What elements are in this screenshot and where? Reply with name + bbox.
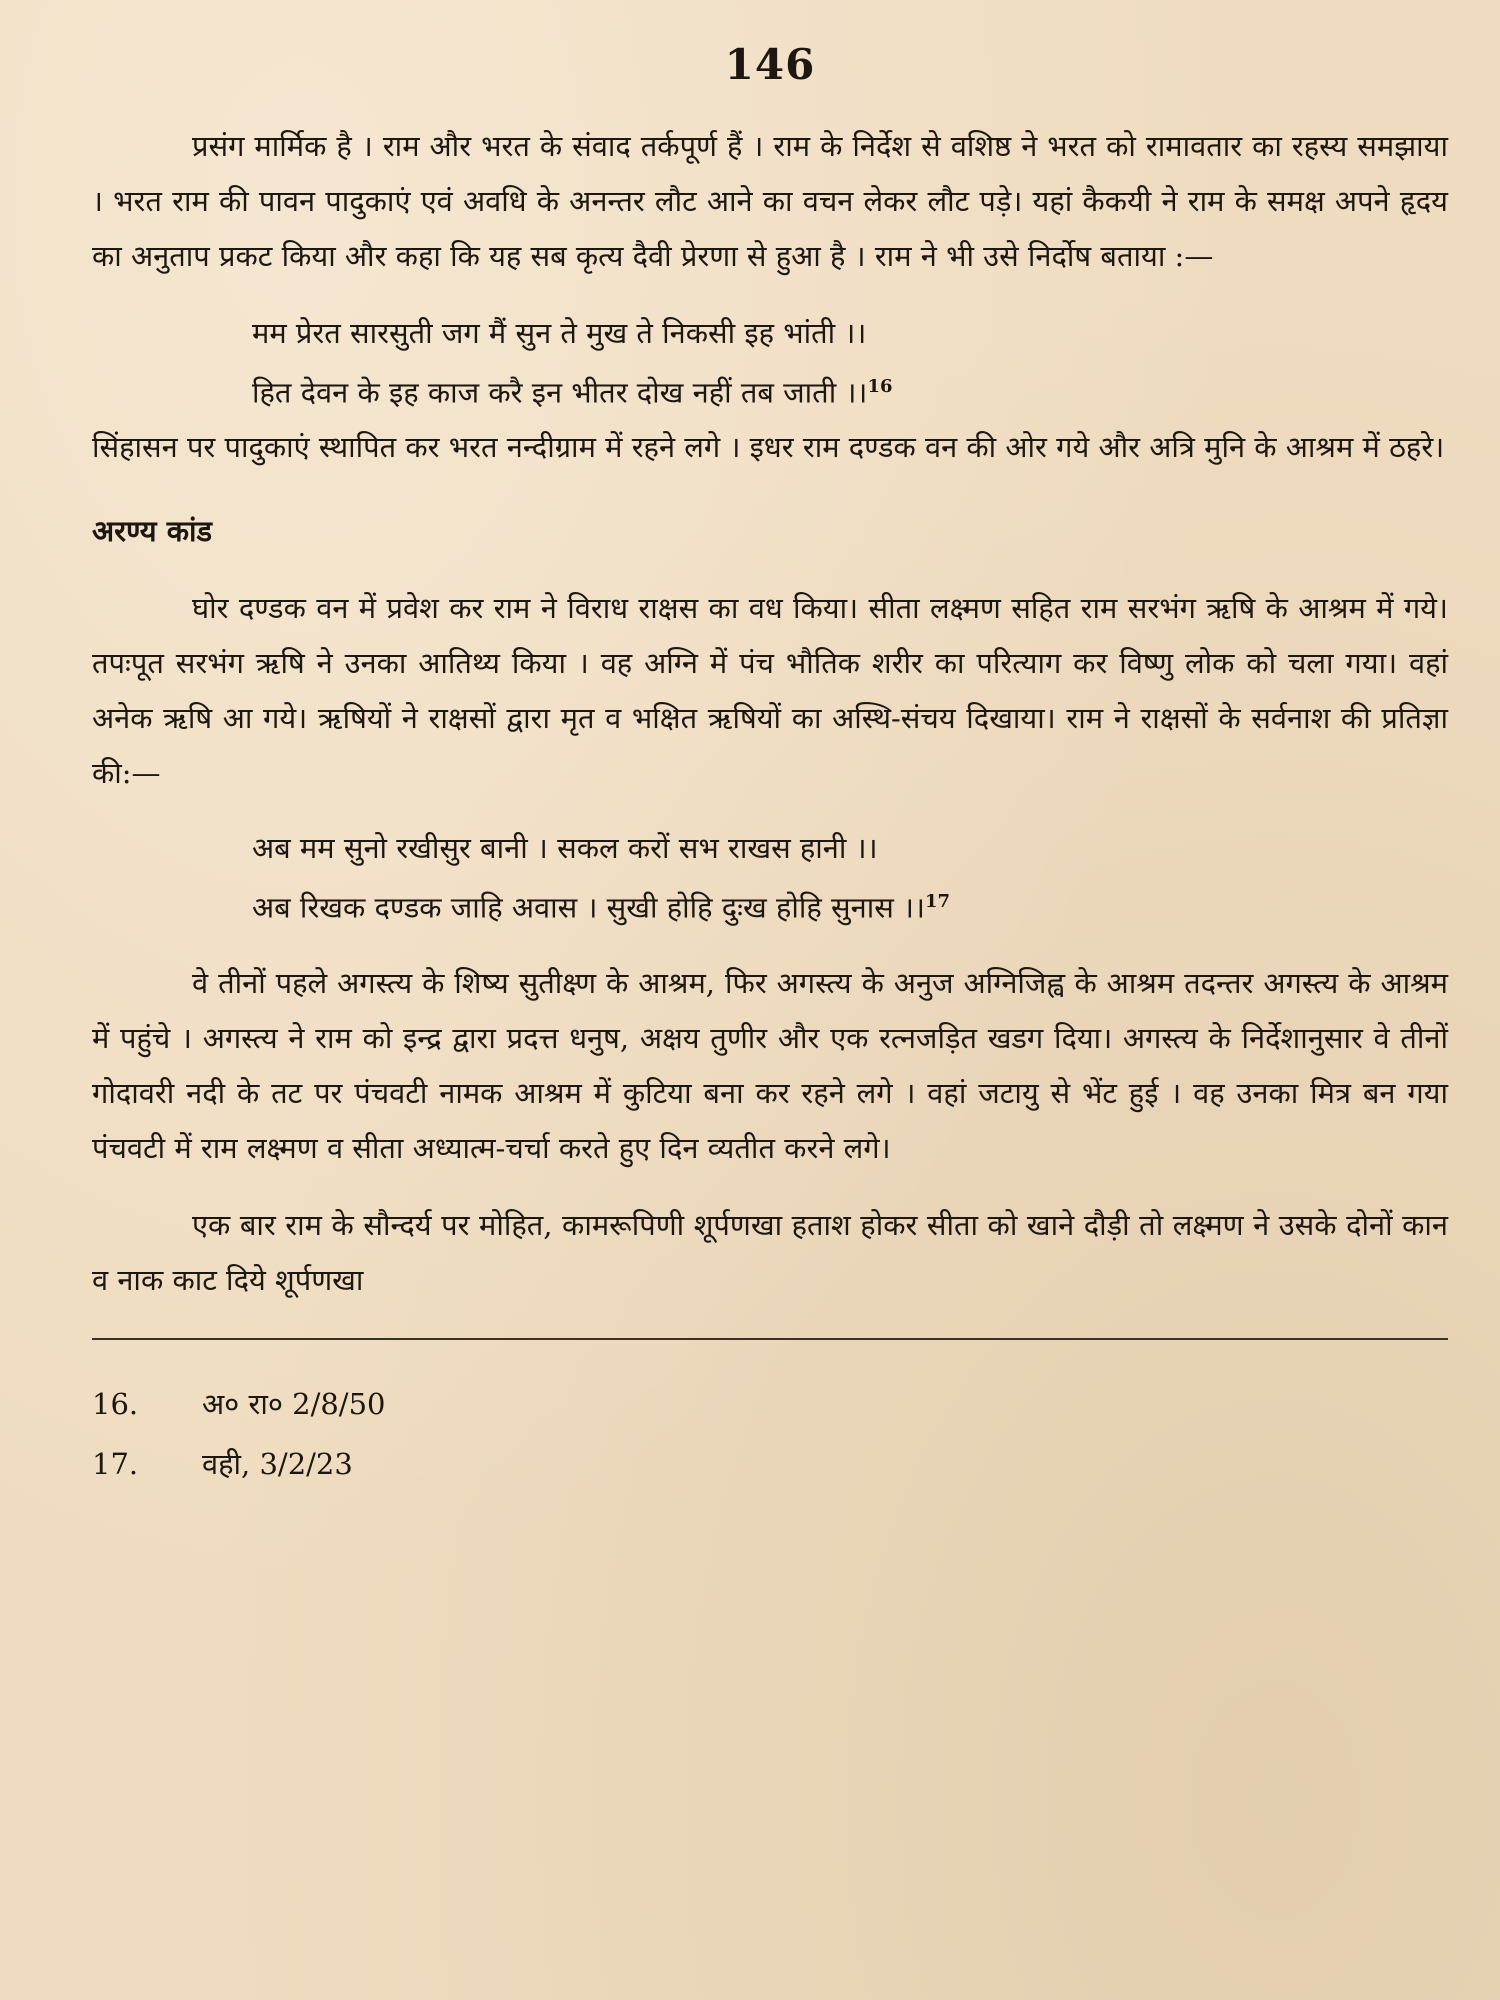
footnote-divider	[92, 1338, 1448, 1340]
footnote-text: वही, 3/2/23	[202, 1447, 353, 1482]
verse-line	[92, 360, 1448, 420]
footnote-number: 16.	[92, 1387, 139, 1422]
verse-line	[92, 306, 1448, 360]
paragraph-panchavati: वे तीनों पहले अगस्त्य के शिष्य सुतीक्ष्ण के आश्रम, फिर अगस्त्य के अनुज अग्निजिह्व के आश्रम तदन्तर अगस्त्य के आश्रम में पहुंचे । अगस्त्य ने राम को इन्द्र द्वारा प्रदत्त धनुष, अक्षय तुणीर और एक रत्नजड़ित खडग दिया। अगस्त्य के निर्देशानुसार वे तीनों गोदावरी नदी के तट पर पंचवटी नामक आश्रम में कुटिया बना कर रहने लगे । वहां जटायु से भेंट हुई । वह उनका मित्र बन गया पंचवटी में राम लक्ष्मण व सीता अध्यात्म-चर्चा करते हुए दिन व्यतीत करने लगे।	[92, 966, 1448, 1166]
paragraph-ram-bharat-dialogue: प्रसंग मार्मिक है । राम और भरत के संवाद तर्कपूर्ण हैं । राम के निर्देश से वशिष्ठ ने भरत को रामावतार का रहस्य समझाया । भरत राम की पावन पादुकाएं एवं अवधि के अनन्तर लौट आने का वचन लेकर लौट पड़े। यहां कैकयी ने राम के समक्ष अपने हृदय का अनुताप प्रकट किया और कहा कि यह सब कृत्य दैवी प्रेरणा से हुआ है । राम ने भी उसे निर्दोष बताया :—	[92, 129, 1448, 273]
footnote-reference: 17	[925, 890, 951, 912]
verse-line	[92, 821, 1448, 875]
footnote-text: अ० रा० 2/8/50	[202, 1387, 386, 1422]
verse-line	[92, 875, 1448, 935]
page-number: 146	[724, 40, 816, 89]
paragraph-dandak-forest: घोर दण्डक वन में प्रवेश कर राम ने विराध राक्षस का वध किया। सीता लक्ष्मण सहित राम सरभंग ऋषि के आश्रम में गये। तपःपूत सरभंग ऋषि ने उनका आतिथ्य किया । वह अग्नि में पंच भौतिक शरीर का परित्याग कर विष्णु लोक को चला गया। वहां अनेक ऋषि आ गये। ऋषियों ने राक्षसों द्वारा मृत व भक्षित ऋषियों का अस्थि-संचय दिखाया। राम ने राक्षसों के सर्वनाश की प्रतिज्ञा की:—	[92, 590, 1448, 790]
footnote-number: 17.	[92, 1447, 139, 1482]
section-heading: अरण्य कांड	[92, 513, 213, 548]
footnote-reference: 16	[867, 376, 893, 397]
paragraph-shurpanakha: एक बार राम के सौन्दर्य पर मोहित, कामरूपिणी शूर्पणखा हताश होकर सीता को खाने दौड़ी तो लक्ष्मण ने उसके दोनों कान व नाक काट दिये शूर्पणखा	[92, 1208, 1448, 1298]
footnote-item	[92, 1434, 1448, 1494]
verse-text: अब मम सुनो रखीसुर बानी । सकल करों सभ राखस हानी ।।	[252, 830, 878, 865]
paragraph-nandigram: सिंहासन पर पादुकाएं स्थापित कर भरत नन्दीग्राम में रहने लगे । इधर राम दण्डक वन की ओर गये और अत्रि मुनि के आश्रम में ठहरे।	[92, 429, 1445, 464]
verse-text: अब रिखक दण्डक जाहि अवास । सुखी होहि दुःख होहि सुनास ।।	[252, 890, 926, 925]
verse-text: मम प्रेरत सारसुती जग मैं सुन ते मुख ते निकसी इह भांती ।।	[252, 316, 867, 350]
footnote-item	[92, 1374, 1448, 1434]
verse-text: हित देवन के इह काज करै इन भीतर दोख नहीं तब जाती ।।	[252, 375, 868, 410]
